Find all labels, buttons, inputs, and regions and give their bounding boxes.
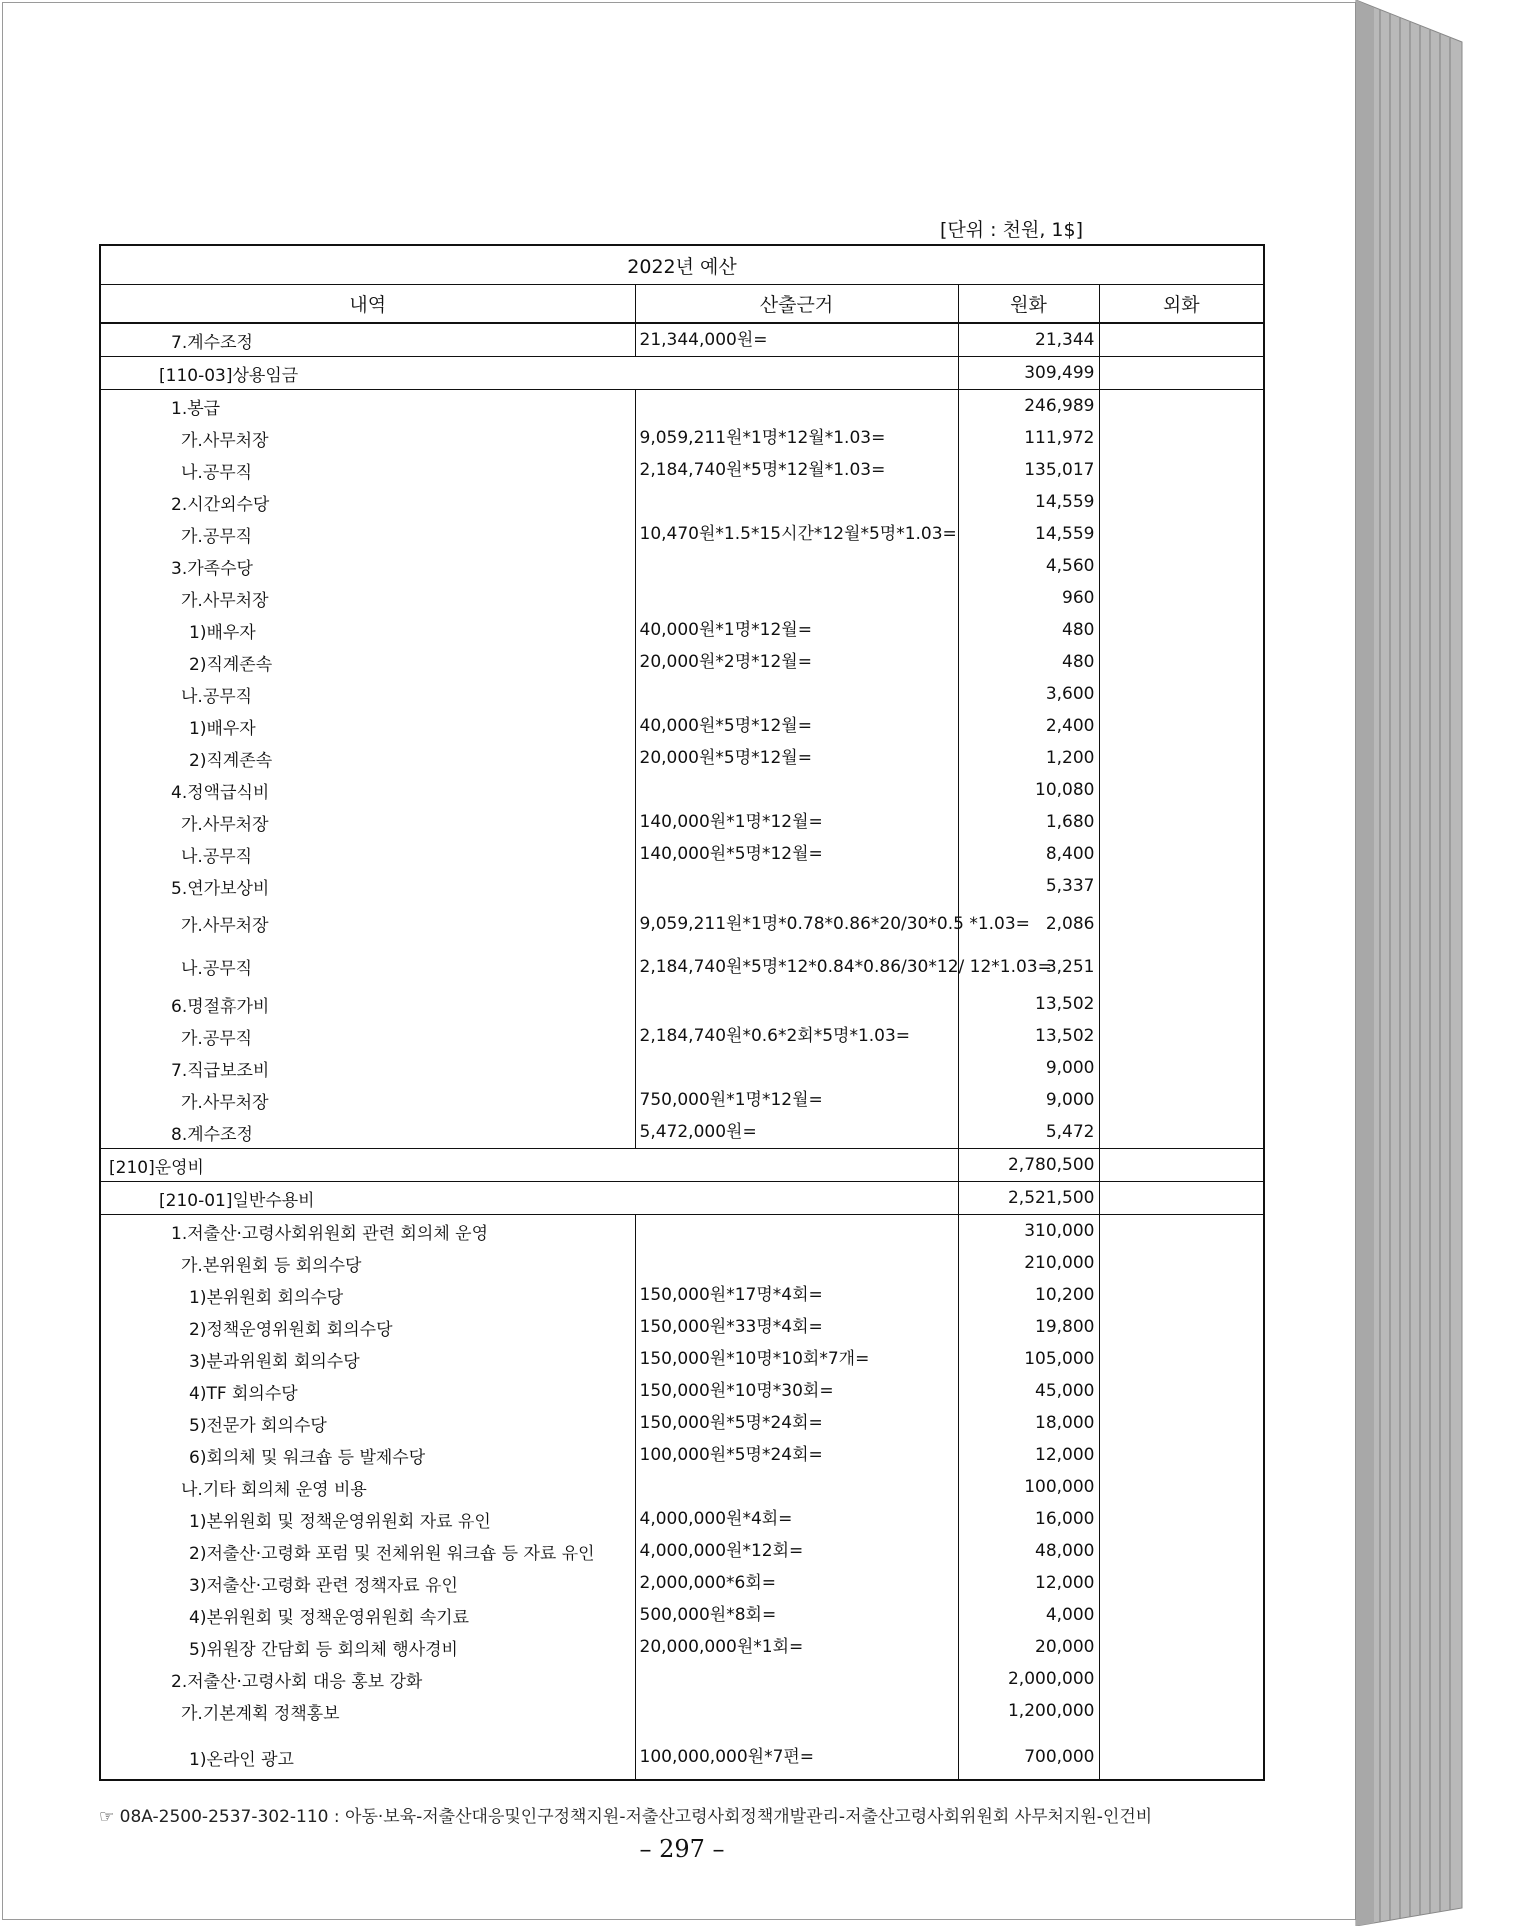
table-row bbox=[100, 1149, 1264, 1182]
table-title: 2022년 예산 bbox=[100, 245, 1264, 285]
table-row bbox=[100, 1535, 1264, 1567]
row-krw: 14,559 bbox=[958, 486, 1099, 518]
row-foreign bbox=[1099, 1375, 1264, 1407]
header-item: 내역 bbox=[100, 285, 635, 324]
row-foreign bbox=[1099, 1503, 1264, 1535]
row-item: 2.저출산·고령사회 대응 홍보 강화 bbox=[100, 1663, 635, 1695]
row-foreign bbox=[1099, 518, 1264, 550]
header-basis: 산출근거 bbox=[635, 285, 958, 324]
header-krw: 원화 bbox=[958, 285, 1099, 324]
row-foreign bbox=[1099, 1182, 1264, 1215]
row-foreign bbox=[1099, 870, 1264, 902]
row-krw: 4,000 bbox=[958, 1599, 1099, 1631]
row-item: 가.사무처장 bbox=[100, 422, 635, 454]
row-krw: 19,800 bbox=[958, 1311, 1099, 1343]
table-row bbox=[100, 550, 1264, 582]
table-row bbox=[100, 646, 1264, 678]
row-krw: 960 bbox=[958, 582, 1099, 614]
row-krw: 3,251 bbox=[958, 945, 1099, 988]
table-row bbox=[100, 774, 1264, 806]
table-row bbox=[100, 902, 1264, 945]
table-row bbox=[100, 582, 1264, 614]
row-foreign bbox=[1099, 1149, 1264, 1182]
row-krw: 310,000 bbox=[958, 1215, 1099, 1248]
row-basis: 2,184,740원*5명*12월*1.03= bbox=[635, 454, 958, 486]
row-krw: 2,780,500 bbox=[958, 1149, 1099, 1182]
row-item: 가.기본계획 정책홍보 bbox=[100, 1695, 635, 1727]
row-krw: 210,000 bbox=[958, 1247, 1099, 1279]
table-row bbox=[100, 1020, 1264, 1052]
table-row bbox=[100, 1311, 1264, 1343]
row-foreign bbox=[1099, 678, 1264, 710]
row-basis bbox=[635, 988, 958, 1020]
row-foreign bbox=[1099, 582, 1264, 614]
table-row bbox=[100, 614, 1264, 646]
row-item: 4.정액급식비 bbox=[100, 774, 635, 806]
row-krw: 21,344 bbox=[958, 323, 1099, 357]
table-row bbox=[100, 422, 1264, 454]
row-foreign bbox=[1099, 1439, 1264, 1471]
row-basis: 2,000,000*6회= bbox=[635, 1567, 958, 1599]
row-item: 5)위원장 간담회 등 회의체 행사경비 bbox=[100, 1631, 635, 1663]
row-basis: 10,470원*1.5*15시간*12월*5명*1.03= bbox=[635, 518, 958, 550]
row-item: 나.공무직 bbox=[100, 945, 635, 988]
row-krw: 111,972 bbox=[958, 422, 1099, 454]
table-row bbox=[100, 1343, 1264, 1375]
row-item: 4)TF 회의수당 bbox=[100, 1375, 635, 1407]
row-item: 2)저출산·고령화 포럼 및 전체위원 워크숍 등 자료 유인 bbox=[100, 1535, 635, 1567]
row-foreign bbox=[1099, 390, 1264, 423]
row-basis: 140,000원*1명*12월= bbox=[635, 806, 958, 838]
table-row bbox=[100, 988, 1264, 1020]
row-basis: 20,000원*5명*12월= bbox=[635, 742, 958, 774]
table-row bbox=[100, 710, 1264, 742]
table-row bbox=[100, 1215, 1264, 1248]
row-basis: 100,000,000원*7편= bbox=[635, 1727, 958, 1780]
row-foreign bbox=[1099, 710, 1264, 742]
table-row bbox=[100, 1439, 1264, 1471]
row-basis: 2,184,740원*5명*12*0.84*0.86/30*12/ 12*1.03= bbox=[635, 945, 958, 988]
table-row bbox=[100, 357, 1264, 390]
row-item: [110-03]상용임금 bbox=[100, 357, 958, 390]
row-krw: 5,472 bbox=[958, 1116, 1099, 1149]
row-krw: 10,080 bbox=[958, 774, 1099, 806]
row-item: 나.공무직 bbox=[100, 678, 635, 710]
row-item: 가.사무처장 bbox=[100, 582, 635, 614]
row-basis: 40,000원*1명*12월= bbox=[635, 614, 958, 646]
document-page bbox=[2, 2, 1356, 1920]
table-row bbox=[100, 742, 1264, 774]
row-item: 나.공무직 bbox=[100, 454, 635, 486]
row-basis: 150,000원*5명*24회= bbox=[635, 1407, 958, 1439]
row-basis: 4,000,000원*4회= bbox=[635, 1503, 958, 1535]
table-row bbox=[100, 390, 1264, 423]
row-item: 가.사무처장 bbox=[100, 1084, 635, 1116]
row-item: 가.공무직 bbox=[100, 1020, 635, 1052]
row-basis bbox=[635, 1663, 958, 1695]
row-basis: 150,000원*33명*4회= bbox=[635, 1311, 958, 1343]
row-foreign bbox=[1099, 1247, 1264, 1279]
row-basis: 150,000원*17명*4회= bbox=[635, 1279, 958, 1311]
table-row bbox=[100, 1599, 1264, 1631]
row-basis bbox=[635, 582, 958, 614]
row-item: 가.사무처장 bbox=[100, 902, 635, 945]
row-item: 2)정책운영위원회 회의수당 bbox=[100, 1311, 635, 1343]
row-item: 1.봉급 bbox=[100, 390, 635, 423]
row-item: 1)온라인 광고 bbox=[100, 1727, 635, 1780]
row-basis bbox=[635, 1247, 958, 1279]
row-basis: 5,472,000원= bbox=[635, 1116, 958, 1149]
row-basis bbox=[635, 1215, 958, 1248]
row-krw: 20,000 bbox=[958, 1631, 1099, 1663]
header-foreign: 외화 bbox=[1099, 285, 1264, 324]
row-item: [210-01]일반수용비 bbox=[100, 1182, 958, 1215]
row-foreign bbox=[1099, 614, 1264, 646]
table-row bbox=[100, 1695, 1264, 1727]
table-row bbox=[100, 1631, 1264, 1663]
row-item: 1)본위원회 회의수당 bbox=[100, 1279, 635, 1311]
table-row bbox=[100, 1663, 1264, 1695]
row-foreign bbox=[1099, 1407, 1264, 1439]
row-krw: 12,000 bbox=[958, 1567, 1099, 1599]
row-basis: 150,000원*10명*10회*7개= bbox=[635, 1343, 958, 1375]
row-basis: 2,184,740원*0.6*2회*5명*1.03= bbox=[635, 1020, 958, 1052]
table-row bbox=[100, 486, 1264, 518]
row-foreign bbox=[1099, 838, 1264, 870]
row-krw: 8,400 bbox=[958, 838, 1099, 870]
row-item: 7.직급보조비 bbox=[100, 1052, 635, 1084]
row-foreign bbox=[1099, 357, 1264, 390]
row-foreign bbox=[1099, 1535, 1264, 1567]
table-row bbox=[100, 838, 1264, 870]
row-foreign bbox=[1099, 550, 1264, 582]
row-krw: 2,400 bbox=[958, 710, 1099, 742]
row-basis bbox=[635, 870, 958, 902]
row-item: 1)배우자 bbox=[100, 614, 635, 646]
row-krw: 105,000 bbox=[958, 1343, 1099, 1375]
page-stack-edge bbox=[1356, 0, 1462, 1926]
row-item: 3)저출산·고령화 관련 정책자료 유인 bbox=[100, 1567, 635, 1599]
table-row bbox=[100, 870, 1264, 902]
table-row bbox=[100, 1182, 1264, 1215]
row-krw: 3,600 bbox=[958, 678, 1099, 710]
row-basis: 9,059,211원*1명*12월*1.03= bbox=[635, 422, 958, 454]
row-item: 3)분과위원회 회의수당 bbox=[100, 1343, 635, 1375]
row-foreign bbox=[1099, 806, 1264, 838]
page-number: – 297 – bbox=[639, 1835, 725, 1863]
row-foreign bbox=[1099, 1084, 1264, 1116]
row-basis bbox=[635, 390, 958, 423]
row-krw: 18,000 bbox=[958, 1407, 1099, 1439]
row-krw: 246,989 bbox=[958, 390, 1099, 423]
table-row bbox=[100, 945, 1264, 988]
row-krw: 48,000 bbox=[958, 1535, 1099, 1567]
row-basis: 20,000,000원*1회= bbox=[635, 1631, 958, 1663]
row-krw: 45,000 bbox=[958, 1375, 1099, 1407]
table-row bbox=[100, 1375, 1264, 1407]
budget-table bbox=[99, 244, 1265, 1781]
row-foreign bbox=[1099, 1116, 1264, 1149]
row-basis: 500,000원*8회= bbox=[635, 1599, 958, 1631]
table-row bbox=[100, 678, 1264, 710]
row-basis bbox=[635, 774, 958, 806]
table-body bbox=[100, 323, 1264, 1780]
row-krw: 2,000,000 bbox=[958, 1663, 1099, 1695]
table-row bbox=[100, 806, 1264, 838]
row-item: 2.시간외수당 bbox=[100, 486, 635, 518]
row-foreign bbox=[1099, 1311, 1264, 1343]
unit-label: [단위 : 천원, 1$] bbox=[940, 219, 1083, 241]
table-row bbox=[100, 1084, 1264, 1116]
row-foreign bbox=[1099, 774, 1264, 806]
footer-note: ☞ 08A-2500-2537-302-110 : 아동·보육-저출산대응및인구정책지원-저출산고령사회정책개발관리-저출산고령사회위원회 사무처지원-인건비 bbox=[99, 1807, 1153, 1827]
row-krw: 9,000 bbox=[958, 1052, 1099, 1084]
row-basis: 750,000원*1명*12월= bbox=[635, 1084, 958, 1116]
row-item: 나.기타 회의체 운영 비용 bbox=[100, 1471, 635, 1503]
row-basis: 100,000원*5명*24회= bbox=[635, 1439, 958, 1471]
row-foreign bbox=[1099, 1663, 1264, 1695]
row-foreign bbox=[1099, 646, 1264, 678]
row-basis: 40,000원*5명*12월= bbox=[635, 710, 958, 742]
row-krw: 100,000 bbox=[958, 1471, 1099, 1503]
row-foreign bbox=[1099, 1020, 1264, 1052]
row-krw: 9,000 bbox=[958, 1084, 1099, 1116]
row-foreign bbox=[1099, 1052, 1264, 1084]
row-krw: 1,680 bbox=[958, 806, 1099, 838]
row-basis: 9,059,211원*1명*0.78*0.86*20/30*0.5 *1.03= bbox=[635, 902, 958, 945]
row-item: 2)직계존속 bbox=[100, 646, 635, 678]
table-row bbox=[100, 1503, 1264, 1535]
row-krw: 480 bbox=[958, 614, 1099, 646]
row-krw: 14,559 bbox=[958, 518, 1099, 550]
row-basis bbox=[635, 1471, 958, 1503]
row-krw: 480 bbox=[958, 646, 1099, 678]
row-foreign bbox=[1099, 945, 1264, 988]
row-krw: 135,017 bbox=[958, 454, 1099, 486]
row-foreign bbox=[1099, 1215, 1264, 1248]
row-foreign bbox=[1099, 454, 1264, 486]
row-item: 1)배우자 bbox=[100, 710, 635, 742]
row-item: 3.가족수당 bbox=[100, 550, 635, 582]
row-foreign bbox=[1099, 742, 1264, 774]
row-foreign bbox=[1099, 1471, 1264, 1503]
row-basis: 140,000원*5명*12월= bbox=[635, 838, 958, 870]
row-item: 가.사무처장 bbox=[100, 806, 635, 838]
row-item: 8.계수조정 bbox=[100, 1116, 635, 1149]
row-krw: 4,560 bbox=[958, 550, 1099, 582]
row-item: 6.명절휴가비 bbox=[100, 988, 635, 1020]
row-basis bbox=[635, 486, 958, 518]
row-krw: 5,337 bbox=[958, 870, 1099, 902]
row-foreign bbox=[1099, 486, 1264, 518]
row-foreign bbox=[1099, 1279, 1264, 1311]
row-item: 1.저출산·고령사회위원회 관련 회의체 운영 bbox=[100, 1215, 635, 1248]
row-basis: 20,000원*2명*12월= bbox=[635, 646, 958, 678]
table-row bbox=[100, 323, 1264, 357]
row-foreign bbox=[1099, 323, 1264, 357]
table-row bbox=[100, 1727, 1264, 1780]
row-item: 6)회의체 및 워크숍 등 발제수당 bbox=[100, 1439, 635, 1471]
table-row bbox=[100, 1567, 1264, 1599]
row-basis bbox=[635, 550, 958, 582]
row-krw: 1,200,000 bbox=[958, 1695, 1099, 1727]
table-row bbox=[100, 454, 1264, 486]
row-item: 7.계수조정 bbox=[100, 323, 635, 357]
row-item: [210]운영비 bbox=[100, 1149, 958, 1182]
row-item: 가.공무직 bbox=[100, 518, 635, 550]
row-foreign bbox=[1099, 1631, 1264, 1663]
row-foreign bbox=[1099, 1343, 1264, 1375]
row-foreign bbox=[1099, 1567, 1264, 1599]
row-item: 4)본위원회 및 정책운영위원회 속기료 bbox=[100, 1599, 635, 1631]
table-row bbox=[100, 1279, 1264, 1311]
row-basis bbox=[635, 1052, 958, 1084]
table-row bbox=[100, 518, 1264, 550]
row-krw: 13,502 bbox=[958, 1020, 1099, 1052]
row-krw: 1,200 bbox=[958, 742, 1099, 774]
row-item: 5)전문가 회의수당 bbox=[100, 1407, 635, 1439]
row-foreign bbox=[1099, 988, 1264, 1020]
row-basis bbox=[635, 678, 958, 710]
row-item: 가.본위원회 등 회의수당 bbox=[100, 1247, 635, 1279]
row-basis: 150,000원*10명*30회= bbox=[635, 1375, 958, 1407]
row-foreign bbox=[1099, 1727, 1264, 1780]
table-row bbox=[100, 1116, 1264, 1149]
row-foreign bbox=[1099, 1695, 1264, 1727]
row-krw: 10,200 bbox=[958, 1279, 1099, 1311]
row-foreign bbox=[1099, 422, 1264, 454]
row-krw: 12,000 bbox=[958, 1439, 1099, 1471]
row-basis bbox=[635, 1695, 958, 1727]
table-row bbox=[100, 1407, 1264, 1439]
row-krw: 309,499 bbox=[958, 357, 1099, 390]
row-item: 5.연가보상비 bbox=[100, 870, 635, 902]
row-foreign bbox=[1099, 1599, 1264, 1631]
row-item: 나.공무직 bbox=[100, 838, 635, 870]
row-krw: 700,000 bbox=[958, 1727, 1099, 1780]
row-krw: 2,521,500 bbox=[958, 1182, 1099, 1215]
row-item: 2)직계존속 bbox=[100, 742, 635, 774]
row-krw: 2,086 bbox=[958, 902, 1099, 945]
table-row bbox=[100, 1247, 1264, 1279]
row-basis: 4,000,000원*12회= bbox=[635, 1535, 958, 1567]
row-item: 1)본위원회 및 정책운영위원회 자료 유인 bbox=[100, 1503, 635, 1535]
row-krw: 13,502 bbox=[958, 988, 1099, 1020]
table-row bbox=[100, 1471, 1264, 1503]
row-krw: 16,000 bbox=[958, 1503, 1099, 1535]
table-row bbox=[100, 1052, 1264, 1084]
row-foreign bbox=[1099, 902, 1264, 945]
row-basis: 21,344,000원= bbox=[635, 323, 958, 357]
